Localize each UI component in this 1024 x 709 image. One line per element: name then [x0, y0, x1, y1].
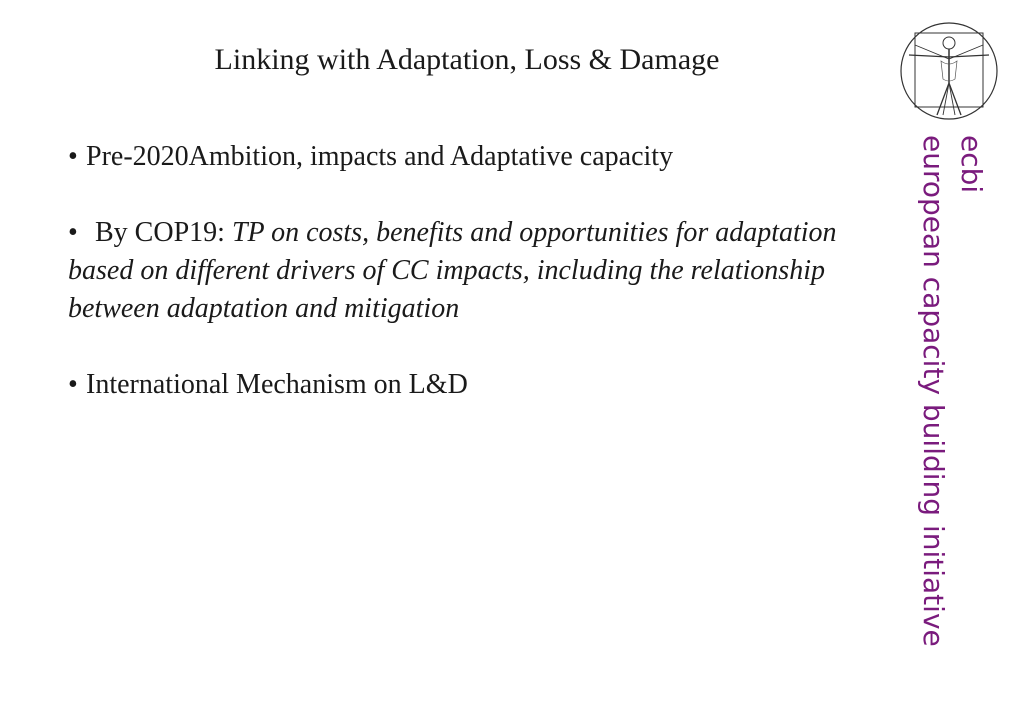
vitruvian-man-icon — [899, 21, 999, 121]
brand-vertical-text — [914, 135, 990, 647]
brand-short-name: ecbi — [955, 135, 988, 194]
bullet-text: International Mechanism on L&D — [86, 369, 468, 400]
bullet-text: Pre-2020Ambition, impacts and Adaptative capacity — [86, 141, 674, 172]
bullet-item-pre2020 — [68, 138, 888, 176]
bullet-item-loss-damage — [68, 366, 888, 404]
bullet-marker: • — [68, 217, 78, 248]
bullet-item-cop19 — [68, 214, 888, 328]
bullet-marker: • — [68, 141, 78, 172]
bullet-italic-text: TP on costs, benefits and opportunities for adaptation based on different drivers of CC impacts, including the relationship between adaptation and mitigation — [68, 217, 837, 324]
slide-title: Linking with Adaptation, Loss & Damage — [214, 43, 720, 76]
bullet-list — [68, 138, 888, 404]
bullet-lead-text: By COP19: — [95, 217, 232, 248]
brand-full-name: european capacity building initiative — [917, 135, 950, 647]
bullet-marker: • — [68, 369, 78, 400]
